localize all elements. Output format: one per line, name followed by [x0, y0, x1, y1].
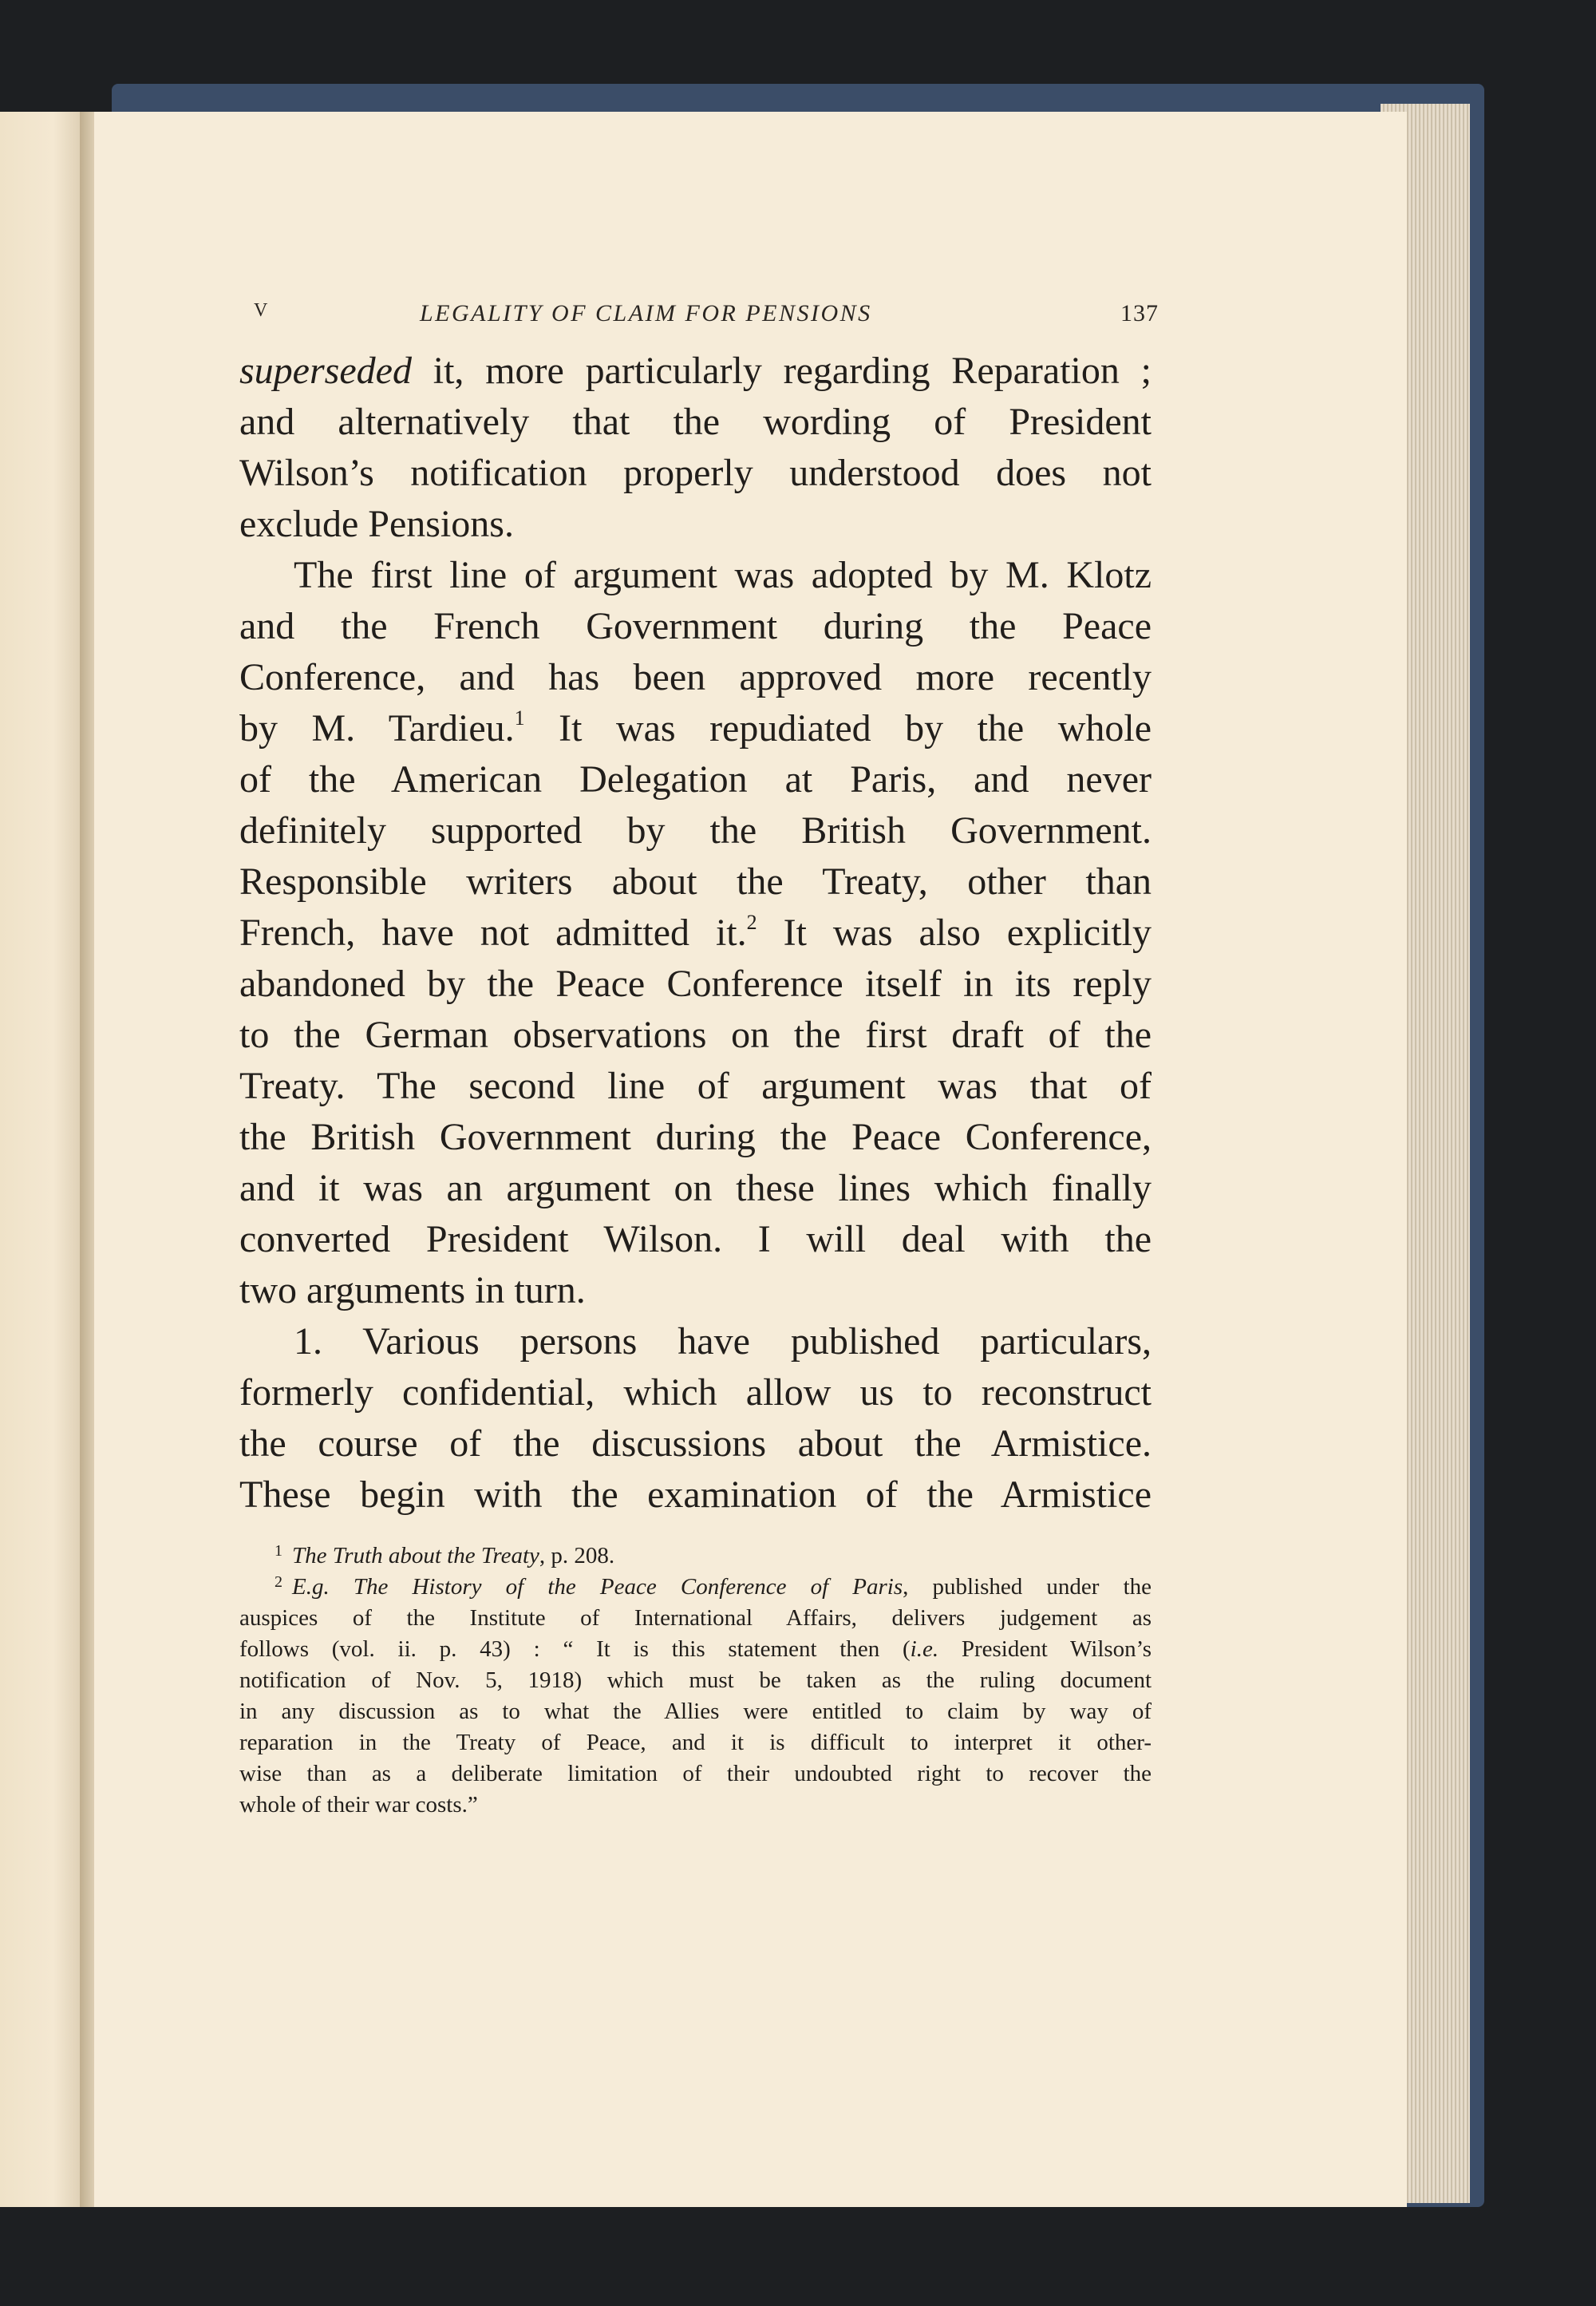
text-line: of the American Delegation at Paris, and never — [239, 758, 1152, 801]
text-span: by M. Tardieu. — [239, 707, 515, 750]
text-span: President Wilson’s — [938, 1636, 1152, 1662]
text-line — [239, 908, 1152, 959]
text-line: and it was an argument on these lines which finally — [239, 1167, 1152, 1209]
footnote-2 — [239, 1572, 1152, 1821]
text-span: , p. 208. — [539, 1543, 615, 1568]
text-line: exclude Pensions. — [239, 503, 514, 545]
text-line: and the French Government during the Peace — [239, 605, 1152, 647]
text-line: Conference, and has been approved more recently — [239, 656, 1152, 698]
text-line: formerly confidential, which allow us to reconstruct — [239, 1371, 1152, 1414]
text-line: Wilson’s notification properly understood does not — [239, 452, 1152, 494]
footnote-line: notification of Nov. 5, 1918) which must be taken as the ruling document — [239, 1667, 1152, 1693]
text-line: Responsible writers about the Treaty, other than — [239, 860, 1152, 903]
text-line: and alternatively that the wording of President — [239, 401, 1152, 443]
paragraph-3 — [239, 1316, 1152, 1521]
footnotes — [239, 1541, 1152, 1821]
footnote-line: auspices of the Institute of International Affairs, delivers judgement as — [239, 1605, 1152, 1631]
text-span: French, have not admitted it. — [239, 912, 747, 954]
footnote-line: in any discussion as to what the Allies were entitled to claim by way of — [239, 1699, 1152, 1724]
text-line: Treaty. The second line of argument was that of — [239, 1065, 1152, 1107]
footnote-line — [239, 1634, 1152, 1665]
paragraph-2 — [239, 550, 1152, 1316]
paragraph-1 — [239, 346, 1152, 550]
italic-abbrev: i.e. — [910, 1636, 939, 1662]
footnote-line: wise than as a deliberate limitation of their undoubted right to recover the — [239, 1761, 1152, 1786]
running-title: LEGALITY OF CLAIM FOR PENSIONS — [420, 300, 872, 326]
text-line — [239, 703, 1152, 754]
chapter-number: V — [254, 300, 270, 321]
text-line: to the German observations on the first draft of the — [239, 1014, 1152, 1056]
footnote-line: whole of their war costs.” — [239, 1792, 478, 1818]
italic-word: superseded — [239, 350, 412, 392]
text-line: the British Government during the Peace Conference, — [239, 1116, 1152, 1158]
text-span: It was repudiated by the whole — [524, 707, 1152, 750]
page-number: 137 — [1120, 300, 1159, 326]
text-span: , published under the — [903, 1574, 1152, 1600]
running-header — [254, 300, 1159, 332]
footnote-eg: E.g. — [292, 1574, 330, 1600]
text-line: abandoned by the Peace Conference itself in its reply — [239, 963, 1152, 1005]
text-line: converted President Wilson. I will deal with the — [239, 1218, 1152, 1260]
text-line: The first line of argument was adopted by M. Klotz — [294, 554, 1152, 596]
footnote-line: reparation in the Treaty of Peace, and it is difficult to interpret it other- — [239, 1730, 1152, 1755]
footnote-mark: 2 — [275, 1573, 282, 1591]
footnote-ref-1[interactable]: 1 — [514, 706, 525, 730]
footnote-title: The History of the Peace Conference of Paris — [353, 1574, 903, 1600]
text-line: These begin with the examination of the Armistice — [239, 1473, 1152, 1516]
text-line — [239, 346, 1152, 397]
body-text — [239, 346, 1152, 1521]
text-span: it, more particularly regarding Reparation ; — [411, 350, 1152, 392]
text-line: 1. Various persons have published particulars, — [294, 1320, 1152, 1363]
footnote-title: The Truth about the Treaty — [292, 1543, 539, 1568]
footnote-1 — [239, 1541, 1152, 1572]
footnote-mark: 1 — [275, 1542, 282, 1560]
footnote-line — [239, 1541, 1152, 1572]
text-span: follows (vol. ii. p. 43) : “ It is this statement then ( — [239, 1636, 911, 1662]
text-line: two arguments in turn. — [239, 1269, 586, 1311]
previous-page — [0, 112, 89, 2207]
text-span: It was also explicitly — [757, 912, 1152, 954]
footnote-line — [239, 1572, 1152, 1603]
footnote-ref-2[interactable]: 2 — [746, 911, 757, 934]
text-line: definitely supported by the British Government. — [239, 809, 1152, 852]
text-line: the course of the discussions about the Armistice. — [239, 1422, 1152, 1465]
